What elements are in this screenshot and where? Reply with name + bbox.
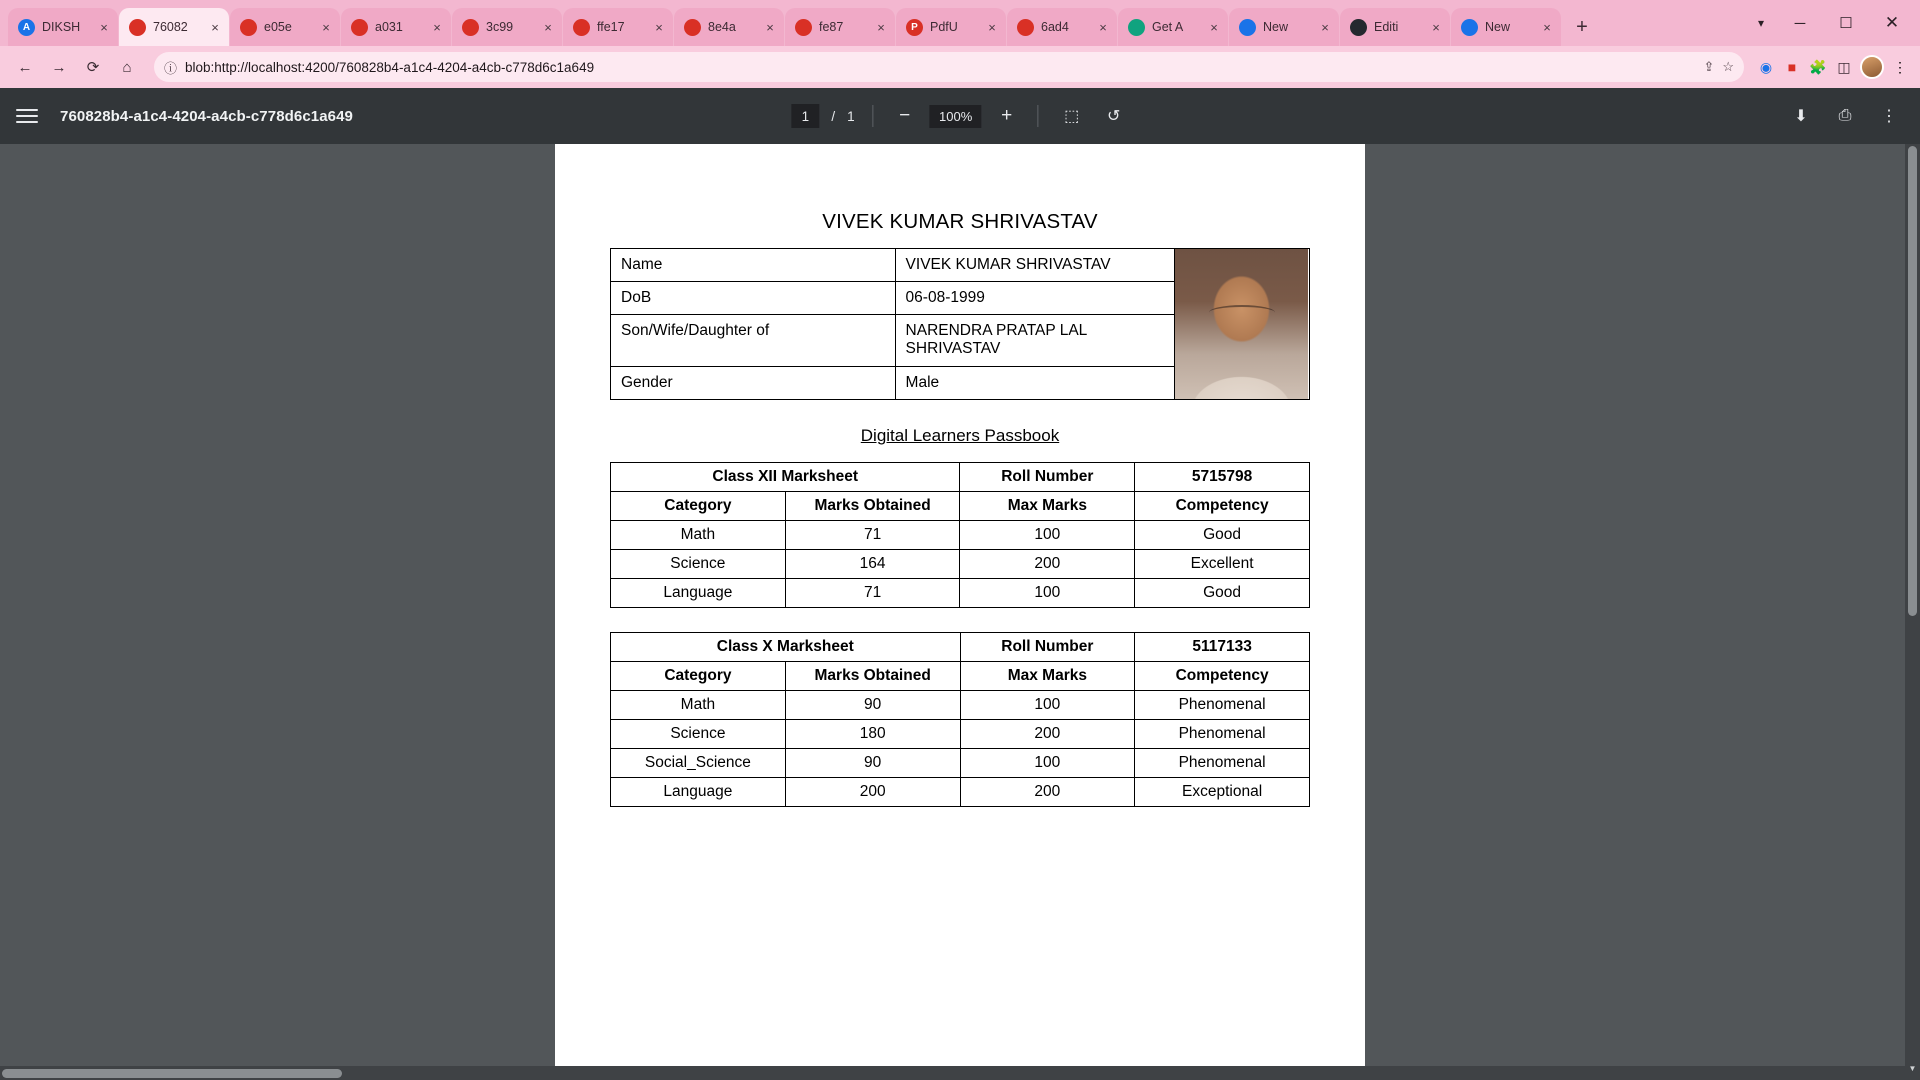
info-value: 06-08-1999 (895, 282, 1174, 315)
personal-info-table (610, 248, 1310, 400)
table-cell: Language (611, 778, 786, 807)
tab-favicon-icon: A (18, 19, 35, 36)
browser-tab[interactable] (896, 8, 1006, 46)
column-header: Max Marks (960, 492, 1135, 521)
table-cell: 71 (785, 579, 960, 608)
column-header: Competency (1135, 662, 1310, 691)
tab-favicon-icon: P (906, 19, 923, 36)
sidebar-toggle-icon[interactable] (16, 109, 38, 123)
table-cell: 200 (960, 720, 1135, 749)
tab-favicon-icon (351, 19, 368, 36)
roll-number-label: Roll Number (960, 463, 1135, 492)
table-cell: Science (611, 720, 786, 749)
marksheet-header-row (611, 633, 1310, 662)
browser-tab[interactable] (119, 8, 229, 46)
url-text: blob:http://localhost:4200/760828b4-a1c4-4204-a4cb-c778d6c1a649 (185, 59, 595, 75)
table-cell: Language (611, 579, 786, 608)
tab-close-icon[interactable]: × (1321, 19, 1329, 35)
tab-title: 3c99 (486, 20, 514, 34)
tab-close-icon[interactable]: × (1210, 19, 1218, 35)
pdf-page-controls (791, 101, 1128, 131)
marksheets-container (607, 462, 1313, 807)
info-value: VIVEK KUMAR SHRIVASTAV (895, 249, 1174, 282)
roll-number-label: Roll Number (960, 633, 1135, 662)
tab-close-icon[interactable]: × (544, 19, 552, 35)
browser-tab[interactable] (1118, 8, 1228, 46)
table-cell: 90 (785, 749, 960, 778)
tab-close-icon[interactable]: × (877, 19, 885, 35)
browser-tab[interactable] (1229, 8, 1339, 46)
browser-tab[interactable] (674, 8, 784, 46)
zoom-in-button[interactable]: + (1001, 105, 1013, 126)
tab-close-icon[interactable]: × (100, 19, 108, 35)
column-header: Competency (1135, 492, 1310, 521)
table-cell: 200 (960, 550, 1135, 579)
page-number-input[interactable] (791, 104, 819, 128)
zoom-out-button[interactable]: − (899, 105, 911, 126)
tab-close-icon[interactable]: × (1432, 19, 1440, 35)
fit-to-page-icon[interactable]: ⬚ (1064, 108, 1080, 125)
marksheet-table (610, 632, 1310, 807)
table-row (611, 691, 1310, 720)
table-cell: 164 (785, 550, 960, 579)
tab-title: 8e4a (708, 20, 736, 34)
pdf-viewer (0, 88, 1920, 1080)
pdf-more-menu-icon[interactable]: ⋮ (1881, 108, 1897, 125)
browser-tab[interactable] (563, 8, 673, 46)
browser-tab[interactable] (1007, 8, 1117, 46)
home-icon[interactable]: ⌂ (122, 58, 132, 76)
horizontal-scroll-thumb[interactable] (2, 1069, 342, 1078)
zoom-level-value[interactable]: 100% (930, 105, 982, 128)
browser-tab[interactable] (452, 8, 562, 46)
tab-favicon-icon (573, 19, 590, 36)
extension-icons (1756, 55, 1910, 79)
print-icon[interactable]: ⎙ (1838, 107, 1852, 124)
tab-close-icon[interactable]: × (211, 19, 219, 35)
table-cell: 100 (960, 579, 1135, 608)
table-cell: 100 (960, 691, 1135, 720)
table-row (611, 749, 1310, 778)
pdf-file-name: 760828b4-a1c4-4204-a4cb-c778d6c1a649 (60, 107, 353, 125)
share-icon[interactable]: ⇪ (1703, 59, 1715, 74)
table-cell: Good (1135, 521, 1310, 550)
tab-close-icon[interactable]: × (655, 19, 663, 35)
vertical-scrollbar[interactable] (1905, 144, 1920, 1080)
search-extension-icon[interactable]: ◉ (1759, 58, 1773, 75)
table-cell: Good (1135, 579, 1310, 608)
info-label: Name (611, 249, 896, 282)
tab-title: New (1485, 20, 1511, 34)
table-row (611, 249, 1310, 282)
student-photo (1174, 249, 1309, 400)
tab-title: 6ad4 (1041, 20, 1069, 34)
minimize-button[interactable]: ─ (1794, 14, 1806, 32)
marksheet-table (610, 462, 1310, 608)
student-photo-image (1175, 249, 1308, 399)
table-cell: Science (611, 550, 786, 579)
table-cell: Phenomenal (1135, 749, 1310, 778)
tab-search-chevron-down-icon[interactable]: ▾ (1757, 16, 1764, 30)
column-header-row (611, 662, 1310, 691)
info-label: Son/Wife/Daughter of (611, 315, 896, 366)
tab-title: PdfU (930, 20, 958, 34)
info-value: Male (895, 366, 1174, 399)
tab-close-icon[interactable]: × (1099, 19, 1107, 35)
toolbar-divider-2 (1038, 105, 1039, 127)
table-cell: Phenomenal (1135, 720, 1310, 749)
tab-close-icon[interactable]: × (988, 19, 996, 35)
tab-title: fe87 (819, 20, 844, 34)
marksheet-title: Class X Marksheet (611, 633, 961, 662)
tab-title: New (1263, 20, 1289, 34)
table-row (611, 521, 1310, 550)
browser-tab[interactable] (1340, 8, 1450, 46)
tab-close-icon[interactable]: × (1543, 19, 1551, 35)
forward-icon[interactable]: → (51, 58, 67, 76)
info-value: NARENDRA PRATAP LAL SHRIVASTAV (895, 315, 1174, 366)
puzzle-extension-icon[interactable]: 🧩 (1809, 58, 1827, 75)
side-panel-icon[interactable]: ◫ (1837, 58, 1851, 75)
tab-title: a031 (375, 20, 403, 34)
table-cell: 200 (960, 778, 1135, 807)
table-cell: 180 (785, 720, 960, 749)
tab-strip (0, 0, 1920, 46)
tab-favicon-icon (240, 19, 257, 36)
tab-favicon-icon (1461, 19, 1478, 36)
browser-tab[interactable] (230, 8, 340, 46)
table-cell: Math (611, 691, 786, 720)
tab-close-icon[interactable]: × (766, 19, 774, 35)
vertical-scroll-thumb[interactable] (1908, 146, 1917, 616)
tab-title: 76082 (153, 20, 188, 34)
youtube-extension-icon[interactable]: ■ (1787, 59, 1797, 75)
column-header: Marks Obtained (785, 492, 960, 521)
table-cell: Exceptional (1135, 778, 1310, 807)
rotate-icon[interactable]: ↺ (1106, 108, 1121, 125)
roll-number-value: 5715798 (1135, 463, 1310, 492)
reload-icon[interactable]: ⟳ (86, 59, 100, 76)
table-cell: 100 (960, 749, 1135, 778)
column-header-row (611, 492, 1310, 521)
site-info-icon[interactable]: ⓘ (164, 60, 178, 76)
column-header: Max Marks (960, 662, 1135, 691)
table-cell: Social_Science (611, 749, 786, 778)
page-title: VIVEK KUMAR SHRIVASTAV (822, 210, 1098, 233)
profile-avatar[interactable] (1860, 55, 1884, 79)
toolbar-divider (873, 105, 874, 127)
pdf-toolbar-actions (1786, 101, 1904, 131)
scroll-down-arrow-icon[interactable]: ▼ (1908, 1064, 1917, 1073)
page-separator: / (831, 108, 836, 124)
tab-title: e05e (264, 20, 292, 34)
tab-close-icon[interactable]: × (433, 19, 441, 35)
document-page (555, 144, 1365, 1080)
table-row (611, 550, 1310, 579)
tab-favicon-icon (1239, 19, 1256, 36)
tab-title: DIKSH (42, 20, 81, 34)
browser-tab[interactable] (1451, 8, 1561, 46)
column-header: Category (611, 492, 786, 521)
page-total: 1 (847, 108, 855, 124)
browser-tab[interactable] (785, 8, 895, 46)
section-subheading: Digital Learners Passbook (860, 426, 1060, 445)
pdf-page-area (0, 144, 1920, 1080)
tab-favicon-icon (462, 19, 479, 36)
info-label: DoB (611, 282, 896, 315)
browser-tab[interactable] (8, 8, 118, 46)
roll-number-value: 5117133 (1135, 633, 1310, 662)
column-header: Category (611, 662, 786, 691)
browser-toolbar (0, 46, 1920, 88)
table-cell: 71 (785, 521, 960, 550)
horizontal-scrollbar[interactable] (0, 1066, 1905, 1080)
tab-favicon-icon (1350, 19, 1367, 36)
table-cell: Excellent (1135, 550, 1310, 579)
maximize-button[interactable]: ☐ (1839, 15, 1853, 32)
tab-title: Get A (1152, 20, 1184, 34)
tab-favicon-icon (1128, 19, 1145, 36)
column-header: Marks Obtained (785, 662, 960, 691)
tab-favicon-icon (1017, 19, 1034, 36)
close-window-button[interactable]: ✕ (1884, 13, 1900, 32)
browser-menu-icon[interactable]: ⋮ (1893, 58, 1907, 75)
bookmark-star-icon[interactable]: ☆ (1722, 59, 1734, 74)
table-cell: Phenomenal (1135, 691, 1310, 720)
table-row (611, 778, 1310, 807)
table-cell: 100 (960, 521, 1135, 550)
browser-tab[interactable] (341, 8, 451, 46)
table-cell: 200 (785, 778, 960, 807)
window-controls (1746, 0, 1914, 46)
marksheet-title: Class XII Marksheet (611, 463, 960, 492)
tab-title: ffe17 (597, 20, 625, 34)
tab-close-icon[interactable]: × (322, 19, 330, 35)
table-cell: 90 (785, 691, 960, 720)
download-icon[interactable]: ⬇ (1794, 108, 1808, 125)
marksheet-header-row (611, 463, 1310, 492)
back-icon[interactable]: ← (17, 58, 33, 76)
address-bar[interactable] (154, 52, 1744, 82)
tab-favicon-icon (684, 19, 701, 36)
new-tab-button[interactable]: + (1576, 15, 1588, 38)
info-label: Gender (611, 366, 896, 399)
table-cell: Math (611, 521, 786, 550)
table-row (611, 720, 1310, 749)
table-row (611, 579, 1310, 608)
tab-title: Editi (1374, 20, 1399, 34)
pdf-toolbar (0, 88, 1920, 144)
tab-favicon-icon (795, 19, 812, 36)
tab-favicon-icon (129, 19, 146, 36)
